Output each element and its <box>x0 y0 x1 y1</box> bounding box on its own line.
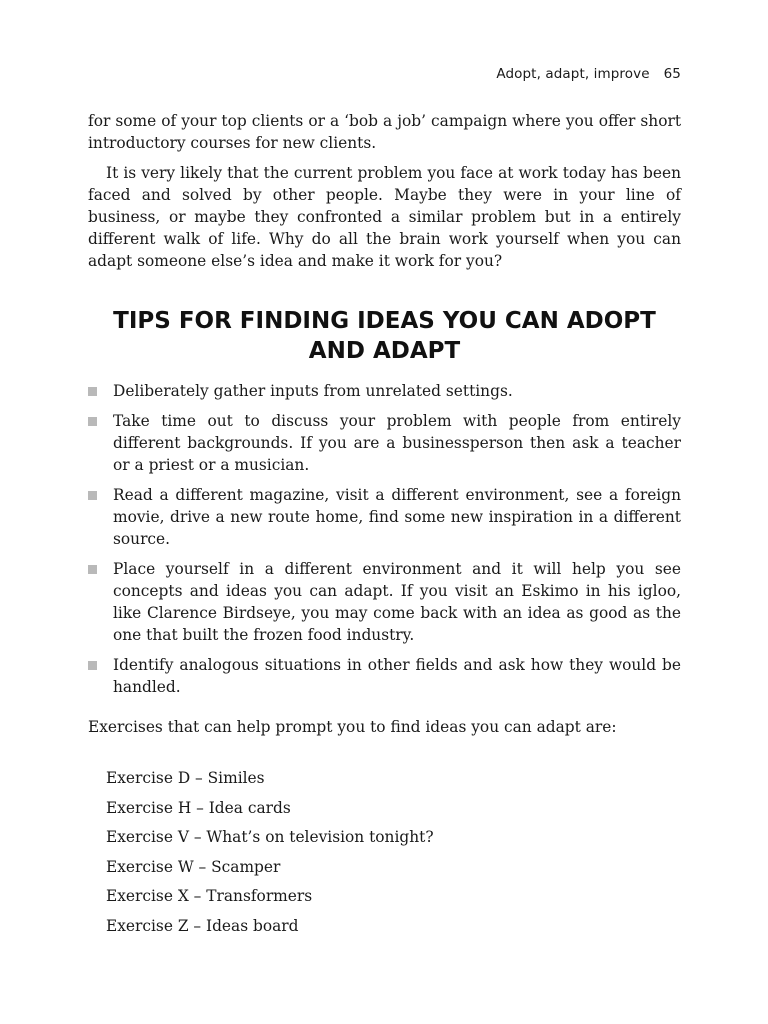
exercises-intro: Exercises that can help prompt you to find ideas you can adapt are: <box>88 718 617 736</box>
book-page <box>88 0 681 1024</box>
square-bullet-icon <box>88 661 97 670</box>
tip-item <box>88 654 681 698</box>
square-bullet-icon <box>88 387 97 396</box>
tip-item <box>88 380 681 402</box>
exercise-item: Exercise V – What’s on television tonight? <box>106 828 434 847</box>
exercise-item: Exercise W – Scamper <box>106 857 281 876</box>
tip-item <box>88 484 681 550</box>
page-number: 65 <box>663 66 681 82</box>
exercise-item: Exercise H – Idea cards <box>106 798 291 817</box>
square-bullet-icon <box>88 417 97 426</box>
exercise-item: Exercise D – Similes <box>106 769 265 787</box>
tip-text: Identify analogous situations in other fields and ask how they would be handled. <box>113 656 681 696</box>
tip-text: Place yourself in a different environment and it will help you see concepts and ideas you can adapt. If you visit an Eskimo in his igloo, like Clarence Birdseye, you may come back with an idea as good as the one that built the frozen food industry. <box>113 560 681 644</box>
running-header <box>496 66 681 82</box>
tip-text: Take time out to discuss your problem with people from entirely different backgrounds. If you are a businessperson then ask a teacher or a priest or a musician. <box>113 412 681 474</box>
tip-item <box>88 410 681 476</box>
exercise-item: Exercise Z – Ideas board <box>106 916 299 935</box>
section-heading-line-2: AND ADAPT <box>308 338 461 364</box>
exercises-list <box>106 767 434 945</box>
square-bullet-icon <box>88 565 97 574</box>
exercise-item: Exercise X – Transformers <box>106 887 313 906</box>
square-bullet-icon <box>88 491 97 500</box>
tip-item <box>88 558 681 646</box>
running-title: Adopt, adapt, improve <box>496 66 650 82</box>
continuation-paragraph: for some of your top clients or a ‘bob a job’ campaign where you offer short introductory courses for new clients. <box>88 112 681 152</box>
tips-list <box>88 380 681 706</box>
tip-text: Read a different magazine, visit a different environment, see a foreign movie, drive a new route home, find some new inspiration in a different source. <box>113 486 681 548</box>
section-heading <box>88 306 681 366</box>
main-paragraph: It is very likely that the current problem you face at work today has been faced and solved by other people. Maybe they were in your line of business, or maybe they confronted a similar problem but in a entirely different walk of life. Why do all the brain work yourself when you can adapt someone else’s idea and make it work for you? <box>88 164 681 270</box>
section-heading-line-1: TIPS FOR FINDING IDEAS YOU CAN ADOPT <box>113 308 656 334</box>
tip-text: Deliberately gather inputs from unrelated settings. <box>113 382 513 400</box>
